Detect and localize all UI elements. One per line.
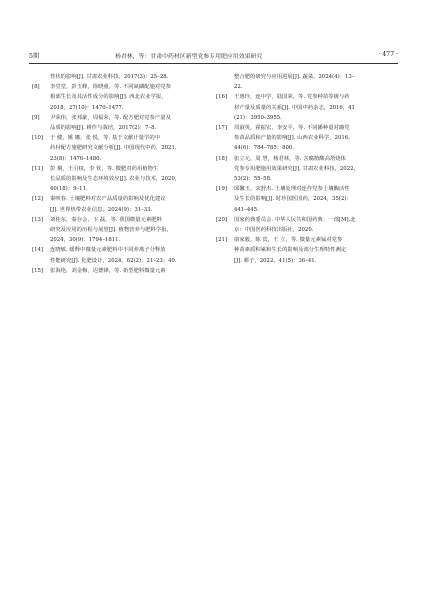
reference-continuation: 性状的影响[J]. 甘肃农业科技，2017(3)：25–28.	[50, 74, 169, 80]
reference-number: [21]	[216, 237, 227, 244]
reference-number: [11]	[32, 165, 43, 172]
reference-text: 于 健，姚 娜，张 悦，等. 基于文献计量学的中 药材配方施肥研究文献分析[J]. 中国现代中药，2021， 23(8)：1476–1480.	[50, 135, 181, 162]
reference-item	[216, 92, 388, 123]
page-header	[29, 49, 398, 64]
reference-number: [10]	[32, 135, 43, 142]
reference-item	[32, 266, 204, 276]
reference-text: 国家药典委员会. 中华人民共和国药典：一部[M].北 京：中国医药科技出版社，2020.	[234, 216, 356, 234]
reference-number: [12]	[32, 196, 43, 203]
reference-number: [13]	[32, 216, 43, 223]
reference-text: 邱馨玉，宋舒杰. 土壤处理对连作党参土壤酶活性 及生长的影响[J]. 时珍国医国药，2024，35(2)： 441–445.	[234, 186, 352, 213]
reference-text: 康家毅，陈 宾，王 立，等. 微量元素锰对党参 种苗素质积累和生长的影响及部分生理特性测定 [J]. 耕子，2022，41(5)：36–41.	[234, 237, 347, 264]
reference-item	[32, 82, 204, 113]
reference-text: 张海艳，刘金梅，迟德锋，等. 新型肥料微量元素	[50, 267, 166, 274]
reference-item	[32, 133, 204, 164]
reference-text: 周淑英，霍振宏，李安平，等. 不同播种量对潞党 参苗品质和产量的影响[J]. 山西农业科学，2016， 44(6)：784–785；800.	[234, 125, 354, 152]
reference-number: [19]	[216, 186, 227, 193]
reference-number: [9]	[32, 114, 40, 121]
reference-number: [15]	[32, 267, 43, 274]
reference-text: 张立元，周 慧，杨君林，等. 含腐植酸高塔烧体 党参专用肥施用效果研究[J]. 甘肃农业科技，2022， 53(2)：55–58.	[234, 155, 359, 183]
reference-item	[216, 154, 388, 185]
running-title: 杨君林，等：甘肃中药材区新型党参专用肥应用效果研究	[115, 54, 263, 60]
reference-item	[32, 245, 204, 265]
reference-number: [14]	[32, 247, 43, 254]
reference-number: [8]	[32, 84, 40, 91]
reference-item	[216, 123, 388, 154]
reference-text: 连晓敏. 缓释中微量元素肥料中不同养离子分释放 性能研究[J]. 化肥设计，2024，62(2)：21–23；49.	[50, 247, 177, 264]
reference-text: 李堂堂，彭玉峰，徐晓童，等. 不同氮磷配施对党参 根部生长及其活性成分的影响[J]. 西北农业学报， 2018，27(10)：1470–1477.	[50, 84, 171, 111]
reference-number: [18]	[216, 155, 227, 162]
reference-item	[216, 184, 388, 215]
reference-number: [17]	[216, 125, 227, 132]
page-number: · 477 ·	[378, 51, 398, 58]
reference-text: 秦咳春. 土壤肥料对农产品质量的影响及优化建议 [J]. 世界热带农业信息，2024(9)：31–33.	[50, 196, 166, 213]
reference-number: [20]	[216, 216, 227, 223]
reference-item	[216, 235, 388, 266]
reference-text: 尹荣伟，张邦豪，周福荣，等. 配方肥对党参产量及 品质的影响[J]. 耕作与栽培，2017(2)：7–8.	[50, 114, 171, 132]
reference-item	[32, 215, 204, 246]
reference-number: [16]	[216, 94, 227, 101]
reference-item	[32, 194, 204, 214]
reference-list-left	[32, 72, 204, 276]
reference-text: 刘桂东，秦存会，卞 磊，等. 我国微量元素肥料 研究及应用的历程与展望[J]. 植物营养与肥料学报， 2024，30(9)：1794–1811.	[50, 216, 172, 244]
journal-issue: 5期	[29, 53, 40, 60]
reference-list-right	[216, 72, 388, 266]
reference-item	[32, 113, 204, 133]
reference-item	[32, 164, 204, 195]
reference-continuation: 整合肥的研究与应用进展[J]. 蔬菜，2024(4)：13– 22.	[234, 74, 355, 91]
reference-text: 彭 桐，王引权，李 钦，等. 微肥对药用植物生 长品质的影响及生态环境效应[J]. 农业与技术，2020， 40(18)：9–11.	[50, 165, 181, 193]
reference-item	[216, 215, 388, 235]
reference-text: 王惠玲，连中学，陆国荣，等. 党参种苗等级与药 材产量及质量的关系[J]. 中国中药杂志，2016，41 (21)：3950–3955.	[234, 94, 355, 121]
